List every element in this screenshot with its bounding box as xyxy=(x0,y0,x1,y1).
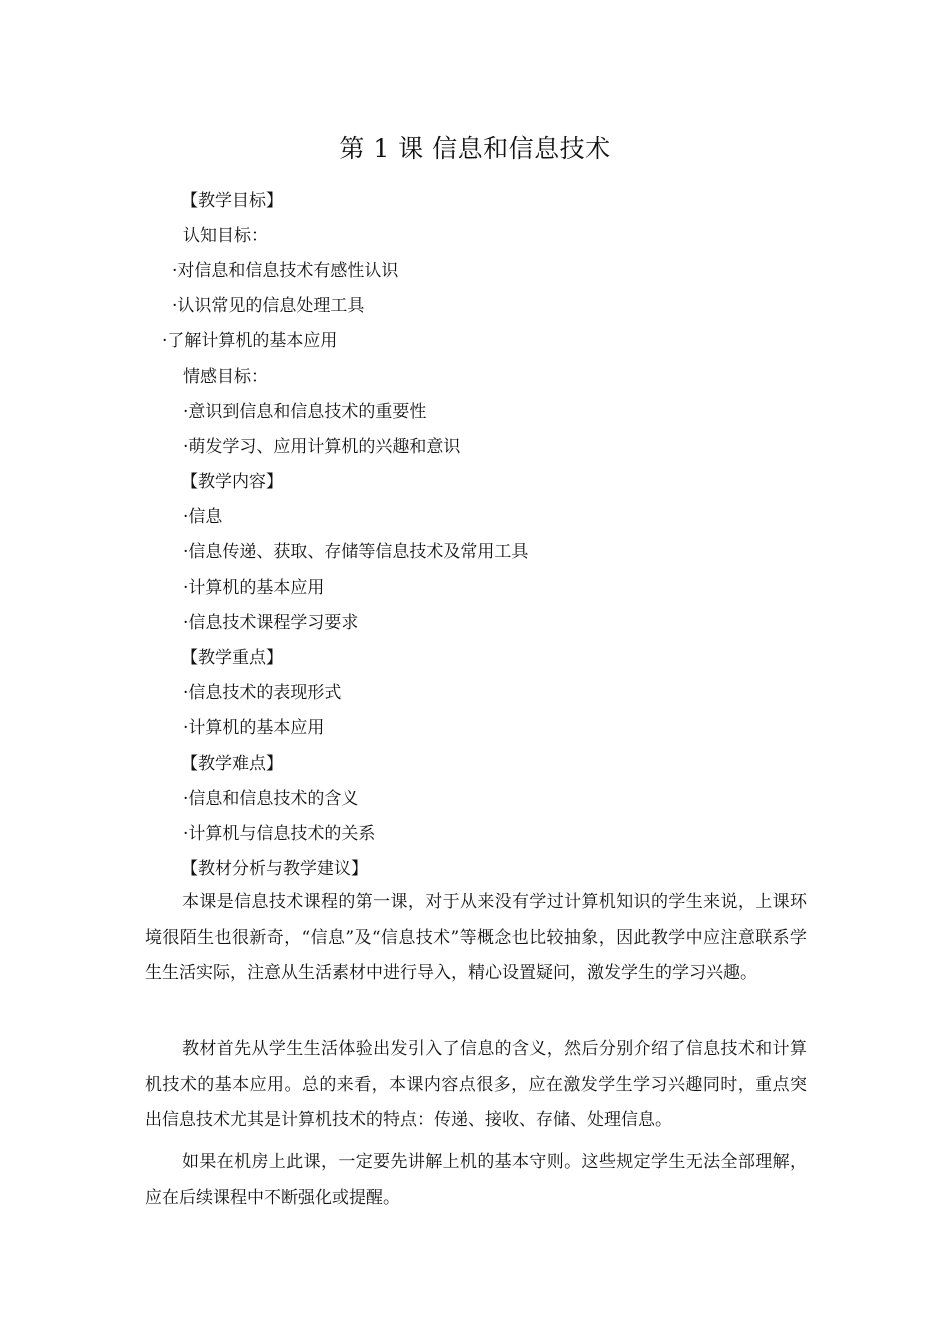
section-heading-teaching-content: 【教学内容】 xyxy=(181,472,283,492)
bullet-item: ·信息 xyxy=(183,507,223,527)
bullet-item: ·萌发学习、应用计算机的兴趣和意识 xyxy=(183,437,461,457)
bullet-item: ·意识到信息和信息技术的重要性 xyxy=(183,402,427,422)
lesson-title: 第 1 课 信息和信息技术 xyxy=(339,134,611,163)
bullet-item: ·计算机的基本应用 xyxy=(183,578,325,598)
bullet-item: ·信息技术的表现形式 xyxy=(183,683,342,703)
bullet-item: ·计算机与信息技术的关系 xyxy=(183,824,376,844)
body-paragraph: 本课是信息技术课程的第一课，对于从来没有学过计算机知识的学生来说，上课环境很陌生也很新奇，“信息”及“信息技术”等概念也比较抽象，因此教学中应注意联系学生生活实际，注意从生活素材中进行导入，精心设置疑问，激发学生的学习兴趣。 xyxy=(145,892,807,983)
body-paragraph: 如果在机房上此课，一定要先讲解上机的基本守则。这些规定学生无法全部理解，应在后续课程中不断强化或提醒。 xyxy=(145,1152,807,1208)
bullet-item: ·对信息和信息技术有感性认识 xyxy=(172,261,399,281)
subheading-emotional-goals: 情感目标： xyxy=(183,367,268,387)
bullet-item: ·计算机的基本应用 xyxy=(183,718,325,738)
section-heading-key-points: 【教学重点】 xyxy=(181,648,283,668)
bullet-item: ·认识常见的信息处理工具 xyxy=(172,296,365,316)
bullet-item: ·信息技术课程学习要求 xyxy=(183,613,359,633)
section-heading-teaching-goals: 【教学目标】 xyxy=(181,191,283,211)
section-heading-difficult-points: 【教学难点】 xyxy=(181,754,283,774)
section-heading-analysis-suggestions: 【教材分析与教学建议】 xyxy=(181,859,368,879)
bullet-item: ·信息和信息技术的含义 xyxy=(183,789,359,809)
subheading-cognitive-goals: 认知目标： xyxy=(183,226,268,246)
bullet-item: ·信息传递、获取、存储等信息技术及常用工具 xyxy=(183,542,529,562)
body-paragraph: 教材首先从学生生活体验出发引入了信息的含义，然后分别介绍了信息技术和计算机技术的基本应用。总的来看，本课内容点很多，应在激发学生学习兴趣同时，重点突出信息技术尤其是计算机技术的特点：传递、接收、存储、处理信息。 xyxy=(145,1039,807,1130)
bullet-item: ·了解计算机的基本应用 xyxy=(162,331,338,351)
